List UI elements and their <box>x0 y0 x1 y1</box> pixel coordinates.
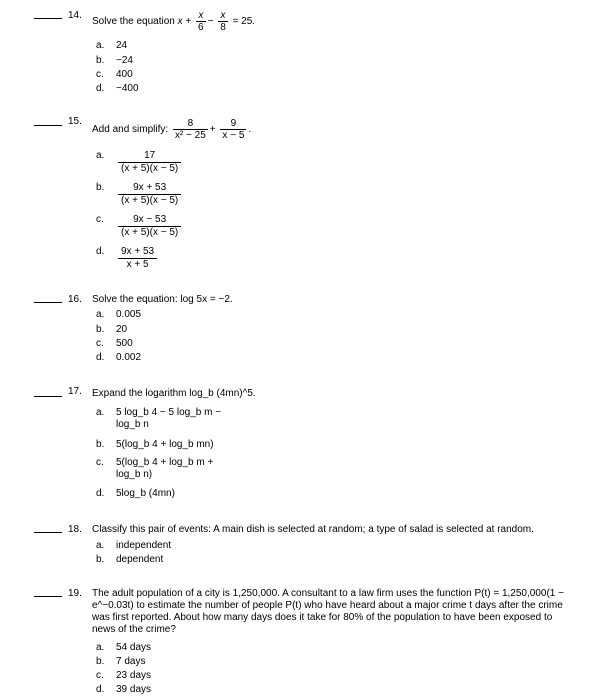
denominator: 6 <box>198 22 204 33</box>
question-number: 18. <box>68 524 82 535</box>
question-stem: Add and simplify: $\frac{8}{\text{x² − 25}}$ + $\frac{9}{x - 5}$ . <box>92 118 252 141</box>
stem-line: news of the crime? <box>92 624 176 635</box>
numerator: 9x + 53 <box>118 246 157 259</box>
question-number: 19. <box>68 588 82 599</box>
option-letter: b. <box>96 656 105 667</box>
option-letter: a. <box>96 150 105 161</box>
numerator: 17 <box>118 150 181 163</box>
question-stem: Expand the logarithm log_b (4mn)^5. <box>92 388 256 399</box>
answer-blank[interactable] <box>34 396 62 397</box>
equation-rhs: = 25. <box>232 16 256 28</box>
variable: x <box>177 16 183 28</box>
option-letter: d. <box>96 83 105 94</box>
numerator: 8 <box>173 118 208 130</box>
option-letter: a. <box>96 540 105 551</box>
option-letter: d. <box>96 352 105 363</box>
option-letter: c. <box>96 670 104 681</box>
denominator: (x + 5)(x − 5) <box>121 195 179 206</box>
option-text: dependent <box>116 554 164 565</box>
option-letter: a. <box>96 309 105 320</box>
option-line: 5 log_b 4 − 5 log_b m − <box>116 407 222 418</box>
option-text: 23 days <box>116 670 152 681</box>
option-fraction <box>118 150 181 175</box>
question-number: 14. <box>68 10 82 21</box>
question-stem: Solve the equation: log 5x = −2. <box>92 294 233 305</box>
question-number: 15. <box>68 116 82 127</box>
option-fraction <box>118 246 157 271</box>
option-text: 7 days <box>116 656 146 667</box>
option-letter: a. <box>96 407 105 418</box>
option-letter: d. <box>96 684 105 695</box>
option-text <box>116 457 213 481</box>
option-line: log_b n) <box>116 469 153 480</box>
option-text: independent <box>116 540 172 551</box>
option-fraction <box>118 182 181 207</box>
option-letter: b. <box>96 55 105 66</box>
answer-blank[interactable] <box>34 125 62 126</box>
option-text: 400 <box>116 69 133 80</box>
option-text: 39 days <box>116 684 152 695</box>
numerator: 9x − 53 <box>118 214 181 227</box>
option-text: 20 <box>116 324 128 335</box>
denominator: x² − 25 <box>174 130 206 141</box>
numerator: 9x + 53 <box>118 182 181 195</box>
option-text: 54 days <box>116 642 152 653</box>
option-fraction <box>118 214 181 239</box>
question-number: 17. <box>68 386 82 397</box>
option-text: 5(log_b 4 + log_b mn) <box>116 439 214 450</box>
question-number: 16. <box>68 294 82 305</box>
option-text: 5log_b (4mn) <box>116 488 175 499</box>
option-letter: c. <box>96 214 104 225</box>
answer-blank[interactable] <box>34 596 62 597</box>
denominator: 8 <box>220 22 226 33</box>
option-letter: a. <box>96 40 105 51</box>
option-letter: d. <box>96 488 105 499</box>
stem-line: e^−0.03t) to estimate the number of people P(t) who have heard about a major crime t days after the crime <box>92 600 563 611</box>
question-stem: Classify this pair of events: A main dish is selected at random; a type of salad is selected at random. <box>92 524 534 535</box>
option-letter: c. <box>96 338 104 349</box>
option-text <box>116 407 221 431</box>
option-line: log_b n <box>116 419 149 430</box>
option-text: 0.002 <box>116 352 142 363</box>
option-letter: b. <box>96 182 105 193</box>
option-letter: c. <box>96 69 104 80</box>
denominator: (x + 5)(x − 5) <box>121 163 179 174</box>
option-letter: b. <box>96 439 105 450</box>
fraction <box>218 10 228 33</box>
option-text: −24 <box>116 55 133 66</box>
question-stem: Solve the equation x + $\frac{x}{6}$ − $\frac{x}{8}$ = 25. <box>92 10 256 33</box>
numerator: x <box>198 10 204 21</box>
option-letter: b. <box>96 554 105 565</box>
option-letter: d. <box>96 246 105 257</box>
answer-blank[interactable] <box>34 18 62 19</box>
option-text: 24 <box>116 40 128 51</box>
option-letter: b. <box>96 324 105 335</box>
question-stem <box>92 588 578 636</box>
stem-line: The adult population of a city is 1,250,000. A consultant to a law firm uses the function P(t) = 1,250,000(1 − <box>92 588 564 599</box>
numerator: x <box>220 10 226 21</box>
option-letter: c. <box>96 457 104 468</box>
fraction <box>196 10 206 33</box>
option-text: 0.005 <box>116 309 142 320</box>
fraction <box>220 118 246 141</box>
denominator: x − 5 <box>222 130 245 141</box>
option-text: −400 <box>116 83 139 94</box>
option-text: 500 <box>116 338 133 349</box>
denominator: x + 5 <box>126 259 149 270</box>
answer-blank[interactable] <box>34 302 62 303</box>
stem-text: Add and simplify: <box>92 124 169 136</box>
stem-line: was first reported. About how many days does it take for 80% of the population to have been exposed to <box>92 612 553 623</box>
denominator: (x + 5)(x − 5) <box>121 227 179 238</box>
fraction <box>173 118 208 141</box>
numerator: 9 <box>220 118 246 130</box>
answer-blank[interactable] <box>34 532 62 533</box>
option-letter: a. <box>96 642 105 653</box>
stem-text: Solve the equation <box>92 16 178 28</box>
option-line: 5(log_b 4 + log_b m + <box>116 457 214 468</box>
